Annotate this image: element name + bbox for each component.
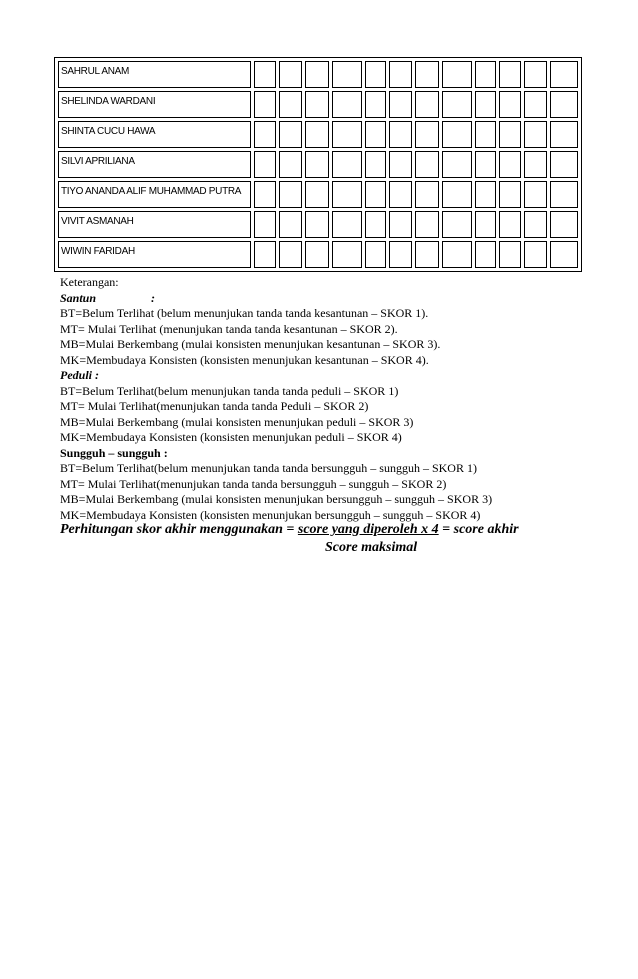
score-cell (442, 121, 472, 148)
santun-line: MT= Mulai Terlihat (menunjukan tanda tanda kesantunan – SKOR 2). (60, 321, 398, 336)
score-cell (279, 181, 302, 208)
score-cell (524, 181, 547, 208)
table-row (58, 121, 578, 148)
score-cell (524, 121, 547, 148)
score-cell (442, 181, 472, 208)
santun-colon: : (151, 290, 156, 305)
score-cell (254, 241, 277, 268)
score-cell (389, 151, 412, 178)
score-cell (415, 91, 439, 118)
score-cell (499, 121, 522, 148)
sungguh-line: MB=Mulai Berkembang (mulai konsisten menunjukan bersungguh – sungguh – SKOR 3) (60, 492, 493, 506)
score-cell (305, 211, 329, 238)
santun-line: MB=Mulai Berkembang (mulai konsisten menunjukan kesantunan – SKOR 3). (60, 337, 441, 351)
student-name-cell: SAHRUL ANAM (58, 61, 251, 88)
score-cell (305, 61, 329, 88)
score-cell (332, 121, 362, 148)
table-row (58, 211, 578, 238)
score-cell (279, 241, 302, 268)
score-cell (389, 241, 412, 268)
score-cell (499, 181, 522, 208)
score-cell (415, 211, 439, 238)
score-cell (254, 61, 277, 88)
score-cell (365, 121, 386, 148)
score-cell (499, 241, 522, 268)
santun-heading (60, 291, 620, 307)
student-name-cell: WIWIN FARIDAH (58, 241, 251, 268)
score-cell (442, 91, 472, 118)
student-name-cell: SILVI APRILIANA (58, 151, 251, 178)
score-cell (332, 241, 362, 268)
score-cell (550, 151, 578, 178)
santun-line: BT=Belum Terlihat (belum menunjukan tanda tanda kesantunan – SKOR 1). (60, 306, 429, 320)
score-cell (279, 121, 302, 148)
peduli-line: MK=Membudaya Konsisten (konsisten menunjukan peduli – SKOR 4) (60, 430, 402, 444)
score-cell (442, 61, 472, 88)
legend-notes (60, 275, 620, 523)
score-cell (442, 211, 472, 238)
score-cell (499, 151, 522, 178)
score-cell (415, 121, 439, 148)
score-cell (332, 211, 362, 238)
sungguh-heading: Sungguh – sungguh : (60, 445, 168, 460)
score-cell (305, 181, 329, 208)
score-cell (524, 151, 547, 178)
score-cell (389, 181, 412, 208)
sungguh-line: BT=Belum Terlihat(belum menunjukan tanda tanda bersungguh – sungguh – SKOR 1) (60, 461, 477, 475)
score-cell (524, 91, 547, 118)
student-name-cell: SHELINDA WARDANI (58, 91, 251, 118)
score-cell (550, 241, 578, 268)
score-cell (305, 241, 329, 268)
score-cell (365, 241, 386, 268)
peduli-line: MT= Mulai Terlihat(menunjukan tanda tanda Peduli – SKOR 2) (60, 399, 369, 413)
score-cell (305, 91, 329, 118)
score-cell (475, 91, 496, 118)
table-row (58, 91, 578, 118)
score-cell (332, 91, 362, 118)
score-cell (415, 61, 439, 88)
score-cell (475, 121, 496, 148)
score-cell (279, 211, 302, 238)
score-cell (254, 181, 277, 208)
peduli-heading: Peduli : (60, 368, 99, 382)
sungguh-line: MT= Mulai Terlihat(menunjukan tanda tanda bersungguh – sungguh – SKOR 2) (60, 476, 447, 491)
peduli-line: MB=Mulai Berkembang (mulai konsisten menunjukan peduli – SKOR 3) (60, 414, 414, 429)
score-cell (475, 151, 496, 178)
score-cell (524, 61, 547, 88)
score-cell (550, 181, 578, 208)
score-cell (389, 61, 412, 88)
score-cell (475, 211, 496, 238)
score-cell (524, 211, 547, 238)
score-cell (442, 241, 472, 268)
student-score-table (54, 57, 582, 272)
score-cell (332, 61, 362, 88)
student-name-cell: TIYO ANANDA ALIF MUHAMMAD PUTRA (58, 181, 251, 208)
score-cell (415, 181, 439, 208)
table-row (58, 181, 578, 208)
score-cell (415, 151, 439, 178)
score-cell (305, 121, 329, 148)
score-cell (475, 61, 496, 88)
score-cell (305, 151, 329, 178)
score-cell (365, 151, 386, 178)
formula-numerator: score yang diperoleh x 4 (297, 522, 439, 537)
table-row (58, 241, 578, 268)
score-cell (550, 121, 578, 148)
score-cell (524, 241, 547, 268)
score-cell (550, 91, 578, 118)
score-cell (499, 61, 522, 88)
score-cell (332, 181, 362, 208)
table-row (58, 151, 578, 178)
score-cell (279, 151, 302, 178)
score-cell (389, 121, 412, 148)
sungguh-line: MK=Membudaya Konsisten (konsisten menunjukan bersungguh – sungguh – SKOR 4) (60, 507, 481, 522)
score-cell (389, 91, 412, 118)
score-cell (365, 181, 386, 208)
formula-denominator: Score maksimal (325, 540, 418, 555)
score-cell (254, 211, 277, 238)
score-cell (415, 241, 439, 268)
formula-line (60, 521, 620, 539)
student-name-cell: VIVIT ASMANAH (58, 211, 251, 238)
score-cell (550, 211, 578, 238)
score-cell (550, 61, 578, 88)
score-cell (254, 121, 277, 148)
score-cell (499, 211, 522, 238)
score-formula (60, 521, 620, 557)
score-cell (279, 91, 302, 118)
peduli-line: BT=Belum Terlihat(belum menunjukan tanda tanda peduli – SKOR 1) (60, 383, 399, 398)
table-row (58, 61, 578, 88)
score-cell (475, 241, 496, 268)
score-cell (365, 91, 386, 118)
score-cell (279, 61, 302, 88)
student-name-cell: SHINTA CUCU HAWA (58, 121, 251, 148)
score-cell (365, 61, 386, 88)
formula-prefix: Perhitungan skor akhir menggunakan = (60, 522, 298, 537)
notes-heading: Keterangan: (60, 275, 119, 289)
score-cell (389, 211, 412, 238)
score-cell (254, 91, 277, 118)
score-cell (332, 151, 362, 178)
score-cell (442, 151, 472, 178)
score-cell (499, 91, 522, 118)
score-cell (475, 181, 496, 208)
santun-line: MK=Membudaya Konsisten (konsisten menunjukan kesantunan – SKOR 4). (60, 352, 429, 367)
formula-suffix: = score akhir (438, 522, 519, 537)
score-cell (254, 151, 277, 178)
santun-label: Santun (60, 290, 97, 305)
score-cell (365, 211, 386, 238)
